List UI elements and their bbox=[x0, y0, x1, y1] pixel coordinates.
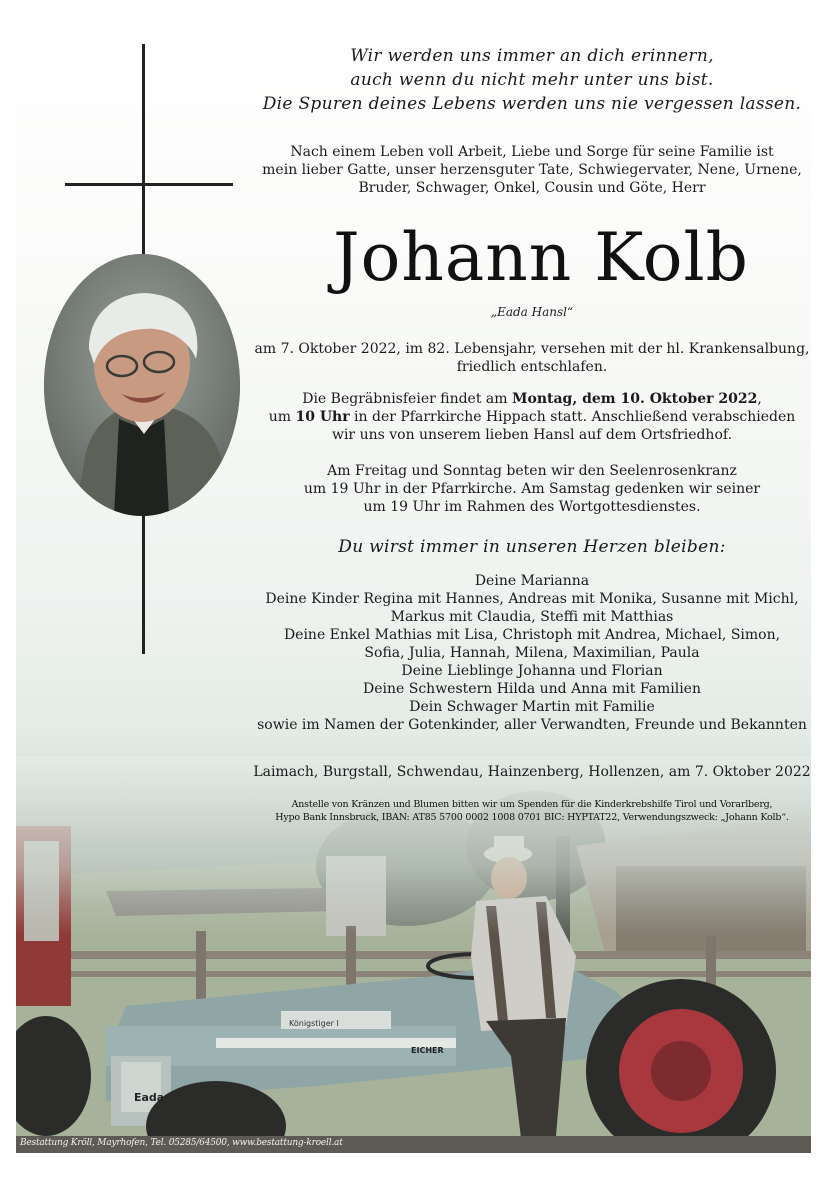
funeral-text: um bbox=[268, 409, 296, 425]
donation-line: Anstelle von Kränzen und Blumen bitten wir um Spenden für die Kinderkrebshilfe Tirol und Vorarlberg, bbox=[291, 799, 773, 810]
family-line: Markus mit Claudia, Steffi mit Matthias bbox=[390, 609, 674, 625]
funeral-info bbox=[248, 390, 811, 444]
death-notice bbox=[248, 340, 811, 376]
intro-line: Bruder, Schwager, Onkel, Cousin und Göte, Herr bbox=[358, 180, 706, 196]
death-line: friedlich entschlafen. bbox=[456, 359, 608, 375]
intro-text bbox=[248, 143, 811, 197]
undertaker-footer: Bestattung Kröll, Mayrhofen, Tel. 05285/64500, www.bestattung-kroell.at bbox=[20, 1138, 343, 1148]
family-line: Deine Kinder Regina mit Hannes, Andreas mit Monika, Susanne mit Michl, bbox=[265, 591, 799, 607]
memorial-verse bbox=[248, 44, 811, 116]
family-line: Deine Schwestern Hilda und Anna mit Familien bbox=[363, 681, 701, 697]
verse-line: Die Spuren deines Lebens werden uns nie vergessen lassen. bbox=[262, 94, 802, 114]
donation-note bbox=[252, 798, 811, 824]
heart-heading: Du wirst immer in unseren Herzen bleiben: bbox=[338, 537, 726, 557]
tractor-plate-text: Eada bbox=[134, 1091, 165, 1104]
death-line: am 7. Oktober 2022, im 82. Lebensjahr, versehen mit der hl. Krankensalbung, bbox=[254, 341, 810, 357]
places-date: Laimach, Burgstall, Schwendau, Hainzenberg, Hollenzen, am 7. Oktober 2022 bbox=[253, 764, 811, 780]
verse-line: auch wenn du nicht mehr unter uns bist. bbox=[350, 70, 714, 90]
family-line: sowie im Namen der Gotenkinder, aller Verwandten, Freunde und Bekannten bbox=[257, 717, 807, 733]
family-line: Sofia, Julia, Hannah, Milena, Maximilian, Paula bbox=[364, 645, 700, 661]
nickname: „Eada Hansl“ bbox=[490, 305, 574, 319]
family-list bbox=[248, 572, 811, 734]
rosary-line: Am Freitag und Sonntag beten wir den Seelenrosenkranz bbox=[327, 463, 737, 479]
tractor-badge-text: Königstiger I bbox=[289, 1019, 339, 1028]
funeral-line: wir uns von unserem lieben Hansl auf dem Ortsfriedhof. bbox=[331, 427, 733, 443]
deceased-name: Johann Kolb bbox=[333, 219, 749, 296]
cross-horizontal-bar bbox=[65, 183, 233, 186]
funeral-text: , bbox=[757, 391, 762, 407]
portrait-image bbox=[44, 254, 240, 516]
tractor-brand-text: EICHER bbox=[411, 1046, 444, 1055]
rosary-info bbox=[248, 462, 811, 516]
funeral-text: Die Begräbnisfeier findet am bbox=[302, 391, 512, 407]
parte-page bbox=[16, 16, 811, 1153]
funeral-time: 10 Uhr bbox=[295, 409, 350, 425]
rosary-line: um 19 Uhr in der Pfarrkirche. Am Samstag gedenken wir seiner bbox=[303, 481, 761, 497]
funeral-line bbox=[248, 390, 811, 408]
intro-line: mein lieber Gatte, unser herzensguter Tate, Schwiegervater, Nene, Urnene, bbox=[262, 162, 802, 178]
funeral-text: in der Pfarrkirche Hippach statt. Anschließend verabschieden bbox=[349, 409, 796, 425]
family-line: Dein Schwager Martin mit Familie bbox=[409, 699, 655, 715]
portrait-photo bbox=[44, 254, 240, 516]
funeral-date: Montag, dem 10. Oktober 2022 bbox=[512, 391, 758, 407]
donation-line: Hypo Bank Innsbruck, IBAN: AT85 5700 0002 1008 0701 BIC: HYPTAT22, Verwendungszweck: „Johann Kolb“. bbox=[275, 812, 789, 823]
rosary-line: um 19 Uhr im Rahmen des Wortgottesdienstes. bbox=[363, 499, 701, 515]
family-line: Deine Lieblinge Johanna und Florian bbox=[401, 663, 663, 679]
family-line: Deine Marianna bbox=[474, 573, 590, 589]
funeral-line bbox=[248, 408, 811, 426]
family-line: Deine Enkel Mathias mit Lisa, Christoph mit Andrea, Michael, Simon, bbox=[283, 627, 781, 643]
verse-line: Wir werden uns immer an dich erinnern, bbox=[350, 46, 714, 66]
intro-line: Nach einem Leben voll Arbeit, Liebe und Sorge für seine Familie ist bbox=[290, 144, 774, 160]
